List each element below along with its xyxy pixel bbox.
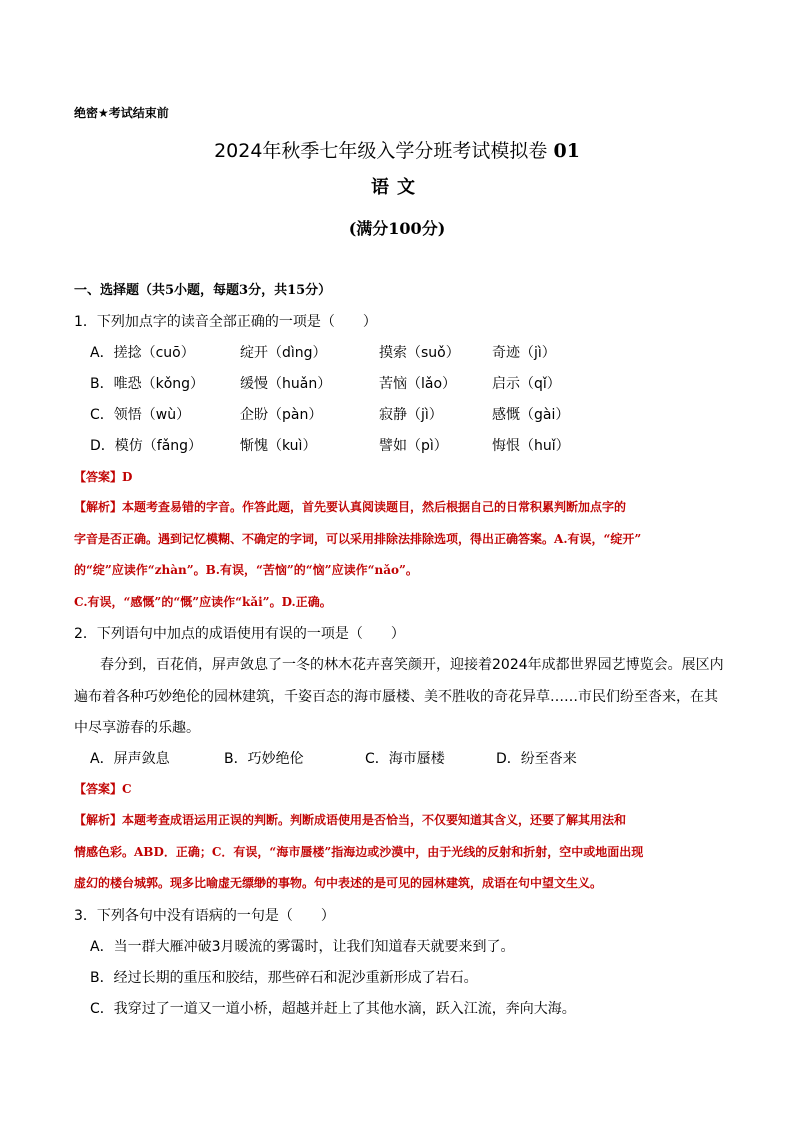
question-3-stem: 3．下列各句中没有语病的一句是（ ） <box>74 908 335 924</box>
q1-option-b4: 启示（qǐ） <box>492 376 561 392</box>
q1-option-a1: A．搓捻（cuō） <box>90 345 195 361</box>
question-1-stem: 1．下列加点字的读音全部正确的一项是（ ） <box>74 314 377 330</box>
q1-option-b2: 缓慢（huǎn） <box>240 376 332 392</box>
q1-answer: 【答案】D <box>74 470 133 484</box>
confidential-label: 绝密★考试结束前 <box>74 106 169 120</box>
q2-passage-line: 春分到，百花俏，屏声敛息了一冬的林木花卉喜笑颜开，迎接着2024年成都世界园艺博览会。展区内 <box>100 657 724 673</box>
q2-explanation-line: 虚幻的楼台城郭。现多比喻虚无缥缈的事物。句中表述的是可见的园林建筑，成语在句中望文生义。 <box>74 876 603 890</box>
q1-option-d3: 譬如（pì） <box>379 438 448 454</box>
full-score: (满分100分) <box>348 219 446 238</box>
q1-option-c3: 寂静（jì） <box>379 407 443 423</box>
q1-option-a4: 奇迹（jì） <box>492 345 556 361</box>
q2-option-c: C．海市蜃楼 <box>365 751 445 767</box>
q1-option-d4: 悔恨（huǐ） <box>492 438 570 454</box>
q3-option-a: A．当一群大雁冲破3月暖流的雾霭时，让我们知道春天就要来到了。 <box>90 939 515 955</box>
q1-option-a2: 绽开（dìng） <box>240 345 327 361</box>
q2-explanation-line: 【解析】本题考查成语运用正误的判断。判断成语使用是否恰当，不仅要知道其含义，还要了解其用法和 <box>74 813 627 827</box>
q2-option-d: D．纷至沓来 <box>496 751 577 767</box>
q1-explanation-line: 【解析】本题考查易错的字音。作答此题，首先要认真阅读题目，然后根据自己的日常积累判断加点字的 <box>74 500 627 514</box>
q1-option-c2: 企盼（pàn） <box>240 407 323 423</box>
q1-explanation-line: 字音是否正确。遇到记忆模糊、不确定的字词，可以采用排除法排除选项，得出正确答案。A.有误，“绽开” <box>74 532 642 546</box>
exam-title <box>0 136 794 163</box>
subject-title: 语文 <box>371 177 423 198</box>
q2-passage-line: 中尽享游春的乐趣。 <box>74 720 200 736</box>
section-heading: 一、选择题（共5小题，每题3分，共15分） <box>74 283 332 298</box>
q2-option-b: B．巧妙绝伦 <box>224 751 304 767</box>
q1-option-d1: D．模仿（fǎng） <box>90 438 203 454</box>
question-2-stem: 2．下列语句中加点的成语使用有误的一项是（ ） <box>74 626 405 642</box>
q1-option-c4: 感慨（gài） <box>492 407 570 423</box>
q3-option-c: C．我穿过了一道又一道小桥，超越并赶上了其他水滴，跃入江流，奔向大海。 <box>90 1001 576 1017</box>
q2-answer: 【答案】C <box>74 782 132 796</box>
q1-option-c1: C．领悟（wù） <box>90 407 191 423</box>
q1-option-a3: 摸索（suǒ） <box>379 345 460 361</box>
q1-explanation-line: 的“绽”应读作“zhàn”。B.有误，“苦恼”的“恼”应读作“nǎo”。 <box>74 563 418 577</box>
q1-option-b3: 苦恼（lǎo） <box>379 376 457 392</box>
q2-passage-line: 遍布着各种巧妙绝伦的园林建筑，千姿百态的海市蜃楼、美不胜收的奇花异草……市民们纷至沓来，在其 <box>74 689 718 705</box>
q1-option-b1: B．唯恐（kǒng） <box>90 376 205 392</box>
q2-explanation-line: 情感色彩。ABD．正确；C．有误，“海市蜃楼”指海边或沙漠中，由于光线的反射和折射，空中或地面出现 <box>74 845 644 859</box>
exam-title-text: 2024年秋季七年级入学分班考试模拟卷 <box>214 140 548 162</box>
q1-option-d2: 惭愧（kuì） <box>240 438 317 454</box>
q2-option-a: A．屏声敛息 <box>90 751 170 767</box>
q1-explanation-line: C.有误，“感慨”的“慨”应读作“kǎi”。D.正确。 <box>74 595 332 609</box>
q3-option-b: B．经过长期的重压和胶结，那些碎石和泥沙重新形成了岩石。 <box>90 970 478 986</box>
exam-title-number: 01 <box>553 140 580 162</box>
